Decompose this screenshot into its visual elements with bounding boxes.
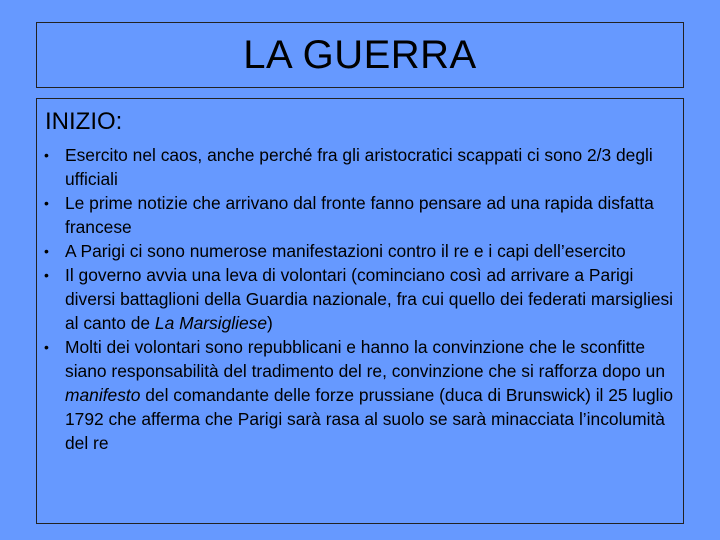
- bullet-item-2: [37, 191, 683, 239]
- bullet-text: A Parigi ci sono numerose manifestazioni contro il re e i capi dell’esercito: [65, 241, 626, 261]
- bullet-item-4: [37, 263, 683, 335]
- bullet-text-after: del comandante delle forze prussiane (duca di Brunswick) il 25 luglio 1792 che afferma che Parigi sarà rasa al suolo se sarà minacciata l’incolumità del re: [65, 385, 674, 453]
- bullet-text: Esercito nel caos, anche perché fra gli aristocratici scappati ci sono 2/3 degli ufficiali: [65, 145, 653, 189]
- slide-title: LA GUERRA: [243, 33, 477, 77]
- bullet-item-1: [37, 143, 683, 191]
- bullet-text-before: Molti dei volontari sono repubblicani e hanno la convinzione che le sconfitte siano responsabilità del tradimento del re, convinzione che si rafforza dopo un: [65, 337, 666, 381]
- section-heading: INIZIO:: [45, 108, 123, 135]
- bullet-text: Le prime notizie che arrivano dal fronte fanno pensare ad una rapida disfatta francese: [65, 193, 654, 237]
- title-box: [36, 22, 684, 88]
- content-box: [36, 98, 684, 524]
- bullet-icon: •: [44, 195, 49, 211]
- bullet-icon: •: [44, 243, 49, 259]
- bullet-text-italic: La Marsigliese: [154, 313, 268, 333]
- bullet-item-5: [37, 335, 683, 455]
- bullet-item-3: [37, 239, 683, 263]
- bullet-icon: •: [44, 147, 49, 163]
- bullet-icon: •: [44, 339, 49, 355]
- bullet-icon: •: [44, 267, 49, 283]
- bullet-text-italic: manifesto: [65, 385, 141, 405]
- bullet-list: [37, 143, 683, 455]
- bullet-text-after: ): [267, 313, 273, 333]
- bullet-text-before: Il governo avvia una leva di volontari (cominciano così ad arrivare a Parigi diversi battaglioni della Guardia nazionale, fra cui quello dei federati marsigliesi al canto de: [65, 265, 674, 333]
